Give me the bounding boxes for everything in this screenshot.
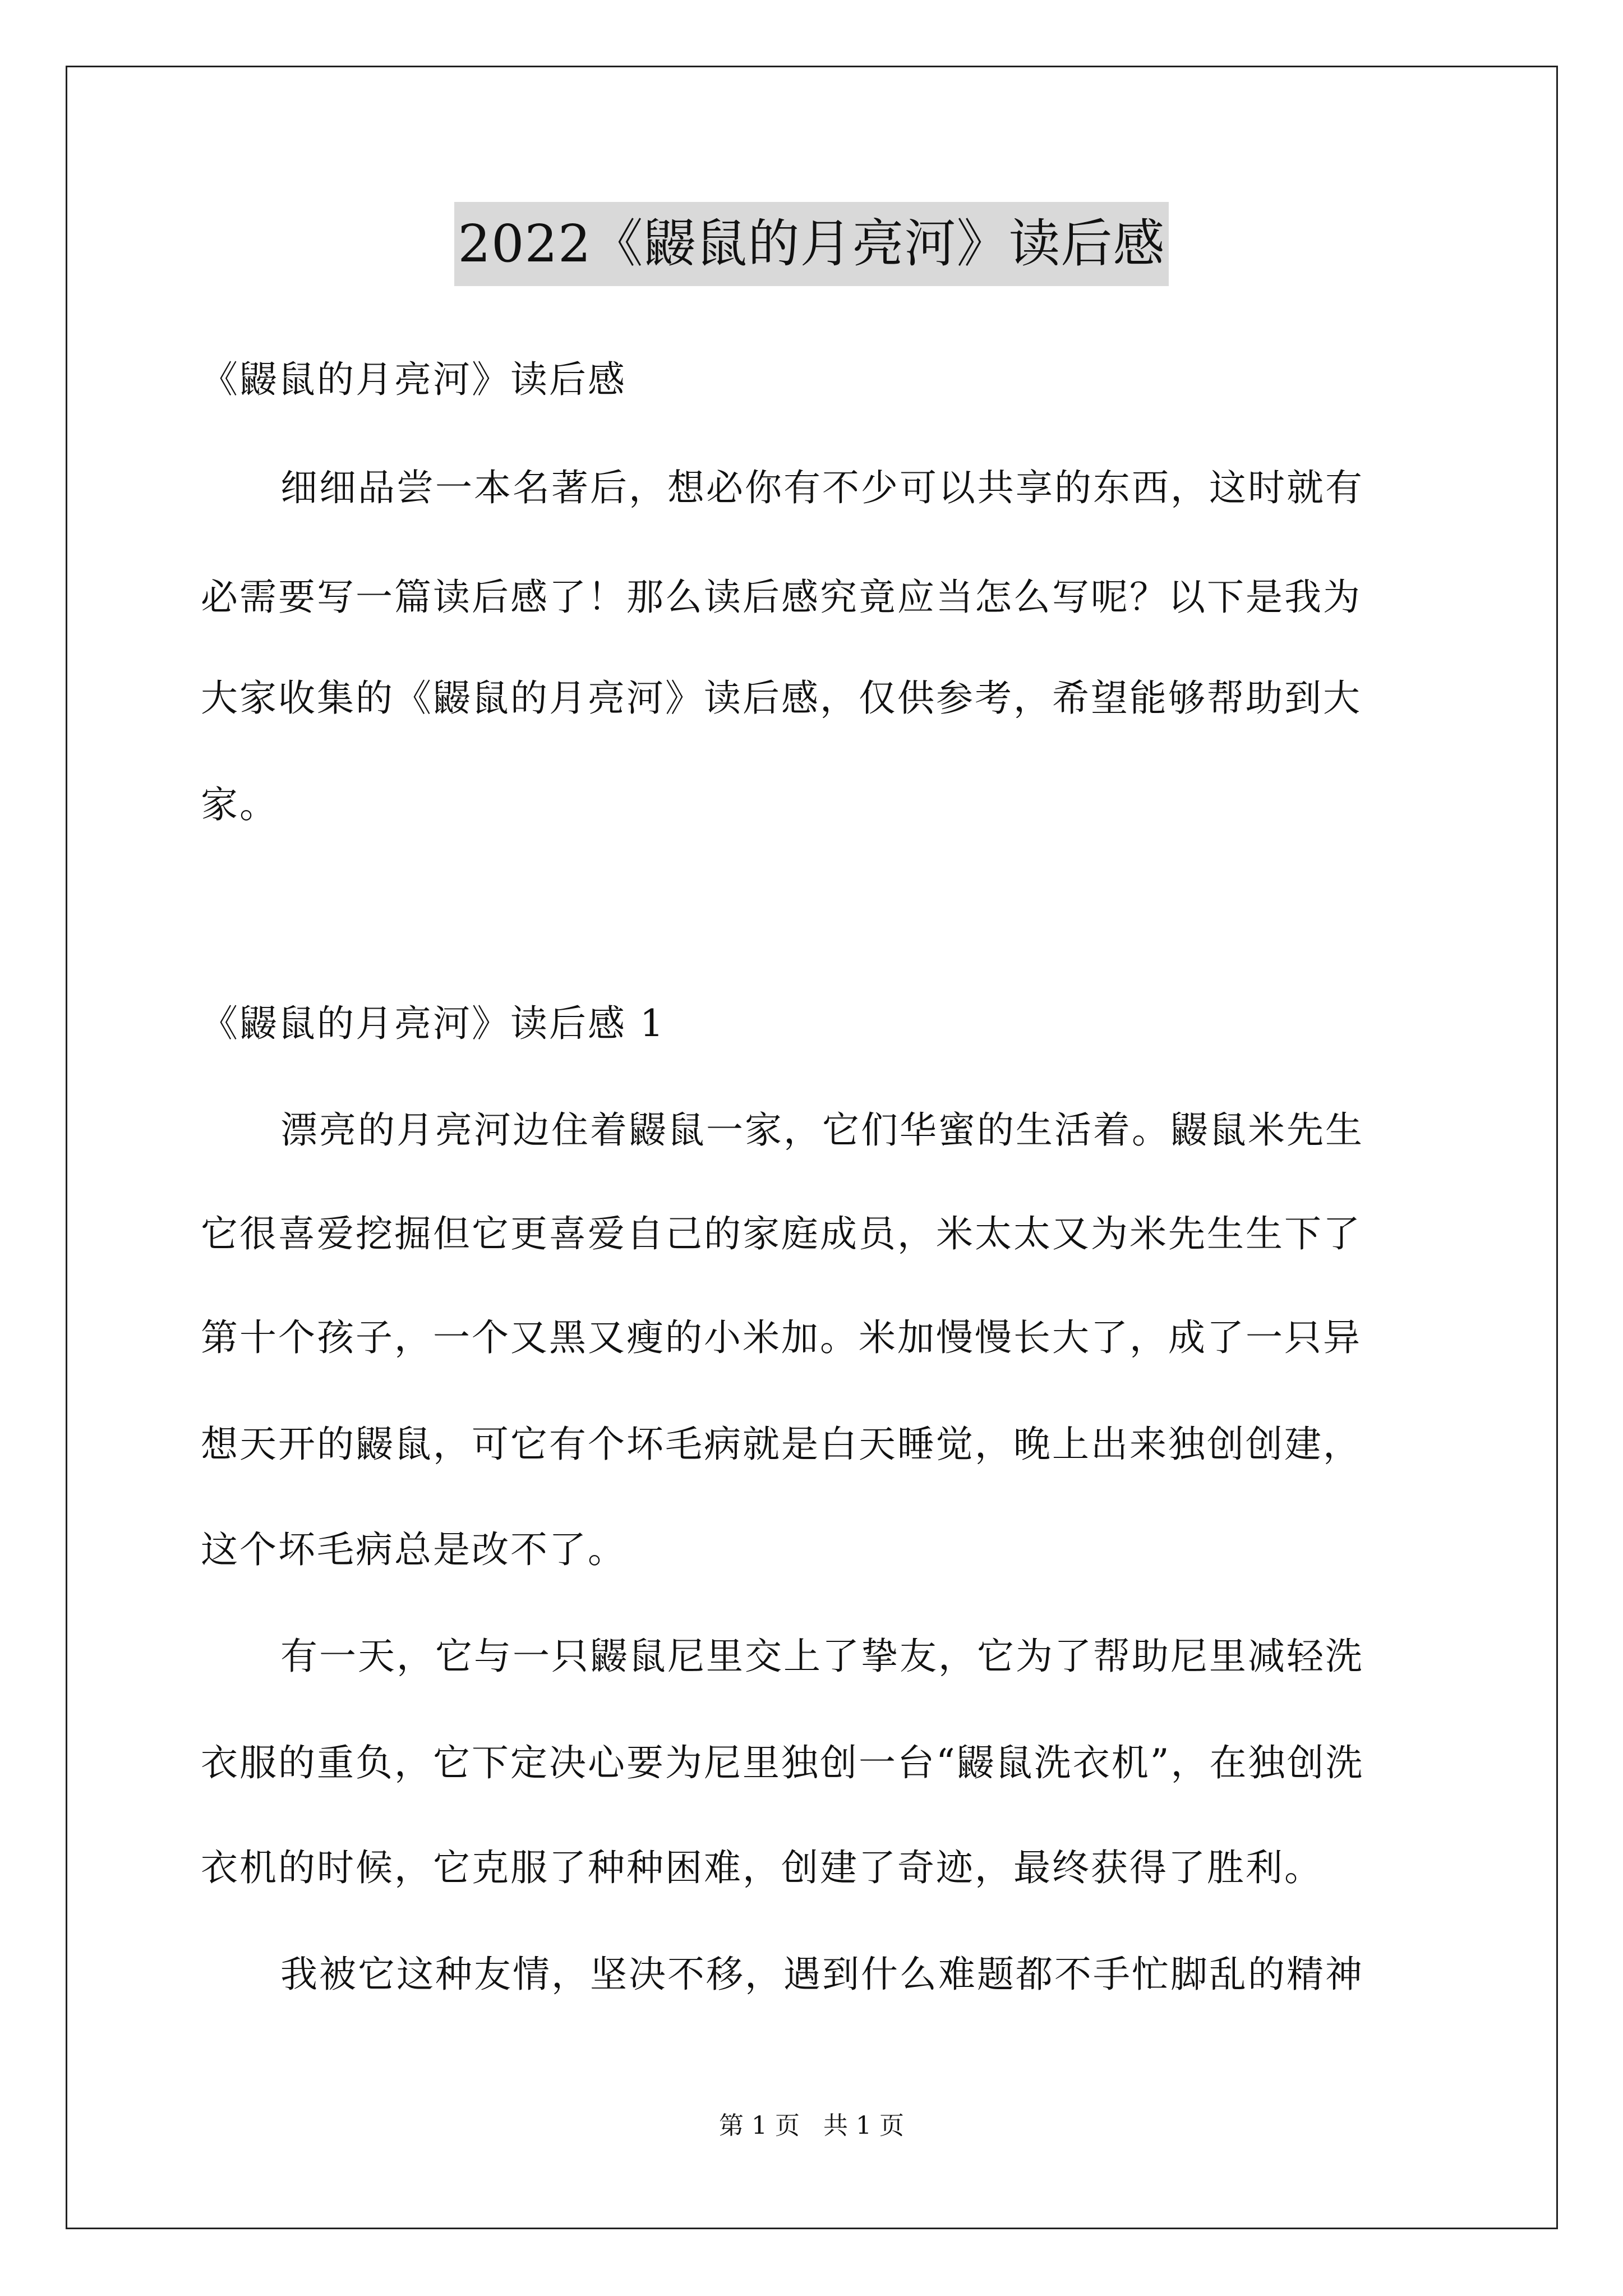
paragraph1-line-3: 第十个孩子，一个又黑又瘦的小米加。米加慢慢长大了，成了一只异 [201,1316,1362,1359]
intro-line-2: 必需要写一篇读后感了！那么读后感究竟应当怎么写呢？以下是我为 [201,576,1362,619]
section-heading: 《鼹鼠的月亮河》读后感 1 [201,1002,665,1045]
paragraph1-line-5: 这个坏毛病总是改不了。 [201,1528,626,1571]
paragraph3-line-1: 我被它这种友情，坚决不移，遇到什么难题都不手忙脚乱的精神 [280,1953,1364,1996]
paragraph2-line-1: 有一天，它与一只鼹鼠尼里交上了挚友，它为了帮助尼里减轻洗 [280,1635,1364,1678]
title-wrap [0,202,1623,286]
document-subtitle: 《鼹鼠的月亮河》读后感 [201,358,626,401]
paragraph2-line-2: 衣服的重负，它下定决心要为尼里独创一台“鼹鼠洗衣机”，在独创洗 [201,1741,1364,1784]
document-title: 2022《鼹鼠的月亮河》读后感 [454,202,1168,286]
page-footer: 第 1 页 共 1 页 [719,2111,904,2140]
intro-line-4: 家。 [201,783,278,826]
intro-line-3: 大家收集的《鼹鼠的月亮河》读后感，仅供参考，希望能够帮助到大 [201,677,1362,720]
paragraph1-line-1: 漂亮的月亮河边住着鼹鼠一家，它们华蜜的生活着。鼹鼠米先生 [280,1108,1364,1152]
intro-line-1: 细细品尝一本名著后，想必你有不少可以共享的东西，这时就有 [280,466,1364,509]
paragraph2-line-3: 衣机的时候，它克服了种种困难，创建了奇迹，最终获得了胜利。 [201,1846,1323,1889]
paragraph1-line-4: 想天开的鼹鼠，可它有个坏毛病就是白天睡觉，晚上出来独创创建， [201,1423,1362,1466]
paragraph1-line-2: 它很喜爱挖掘但它更喜爱自己的家庭成员，米太太又为米先生生下了 [201,1212,1362,1255]
